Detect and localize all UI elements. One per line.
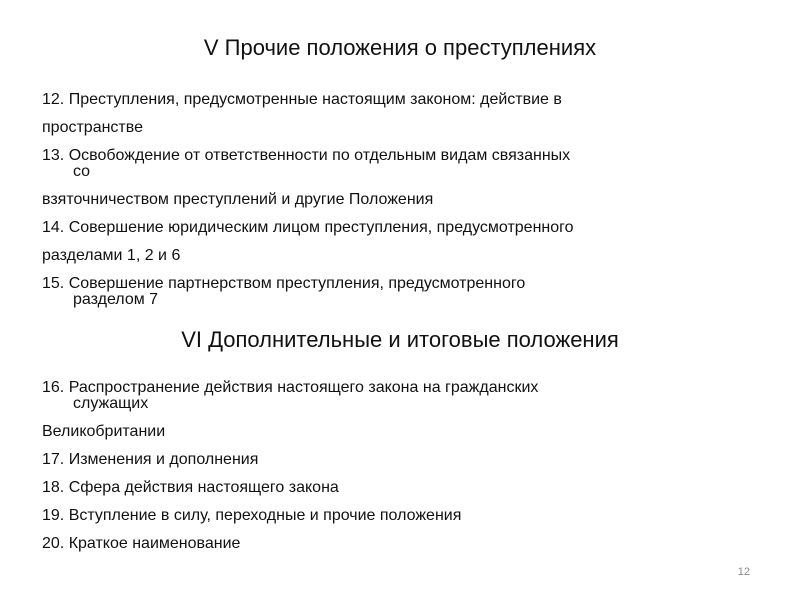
list-line: 12. Преступления, предусмотренные настоящим законом: действие в	[42, 91, 562, 108]
list-line: 18. Сфера действия настоящего закона	[42, 479, 339, 496]
list-line: служащих	[73, 395, 149, 412]
list-line: Великобритании	[42, 423, 166, 440]
list-line: 15. Совершение партнерством преступления, предусмотренного	[42, 275, 526, 292]
list-line: пространстве	[42, 119, 143, 136]
list-line: 20. Краткое наименование	[42, 535, 241, 552]
list-line: 14. Совершение юридическим лицом преступления, предусмотренного	[42, 219, 574, 236]
section-6-title: VI Дополнительные и итоговые положения	[181, 327, 619, 352]
list-line: взяточничеством преступлений и другие Положения	[42, 191, 434, 208]
section-5-title: V Прочие положения о преступлениях	[203, 35, 597, 60]
section-5-list	[42, 86, 762, 314]
list-line: 19. Вступление в силу, переходные и прочие положения	[42, 507, 462, 524]
list-line: 16. Распространение действия настоящего закона на гражданских	[42, 379, 539, 396]
list-line: 17. Изменения и дополнения	[42, 451, 259, 468]
page-number: 12	[737, 566, 750, 578]
list-line: со	[73, 163, 91, 180]
section-6-list	[42, 374, 762, 558]
list-line: 13. Освобождение от ответственности по отдельным видам связанных	[42, 147, 571, 164]
list-line: разделами 1, 2 и 6	[42, 247, 181, 264]
list-line: разделом 7	[73, 291, 159, 308]
